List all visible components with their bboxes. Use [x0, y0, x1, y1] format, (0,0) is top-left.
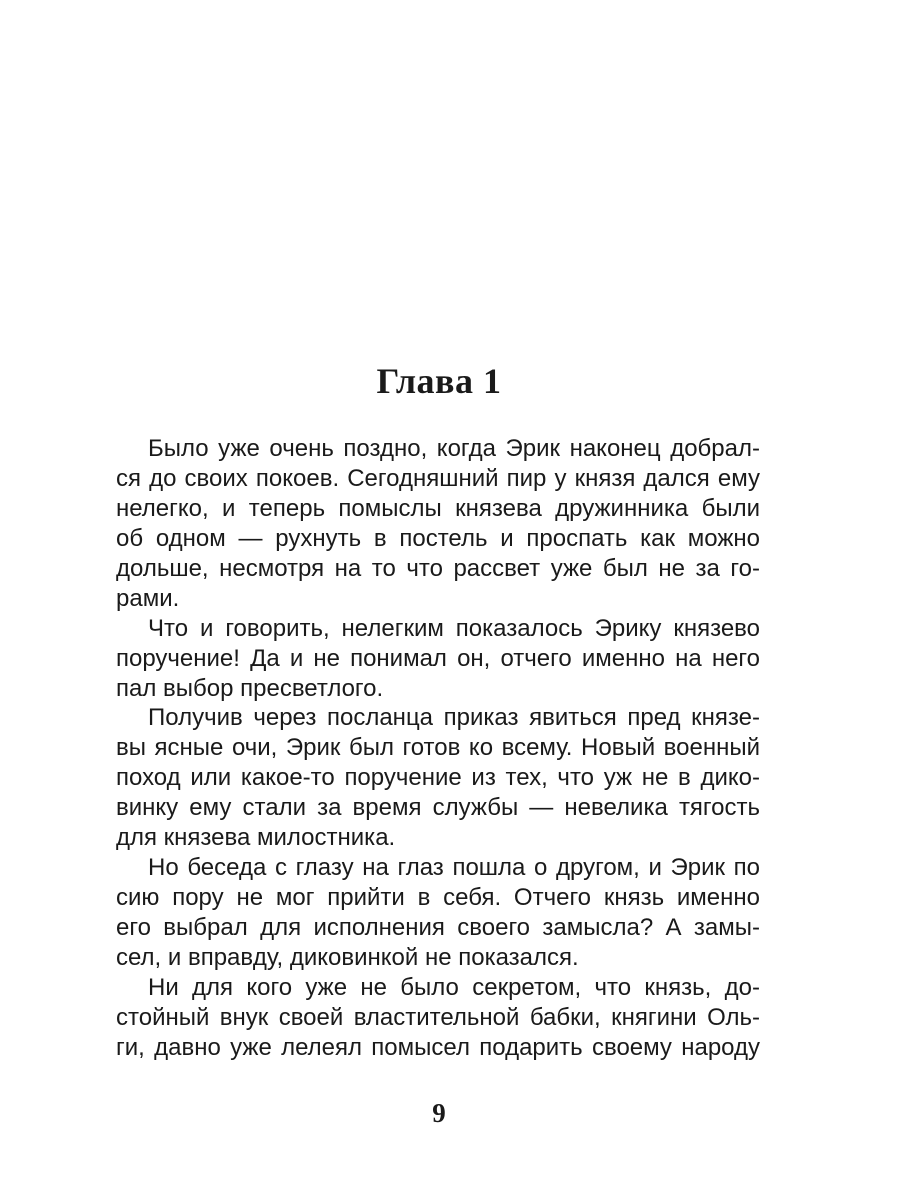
text-line: для князева милостника.	[116, 824, 396, 852]
text-line: вы ясные очи, Эрик был готов ко всему. Новый военный	[116, 734, 760, 762]
chapter-title: Глава 1	[376, 361, 502, 402]
text-line: ся до своих покоев. Сегодняшний пир у князя дался ему	[116, 464, 760, 492]
text-line: нелегко, и теперь помыслы князева дружинника были	[116, 494, 760, 522]
text-line: поручение! Да и не понимал он, отчего именно на него	[116, 644, 760, 672]
paragraph	[116, 703, 760, 853]
paragraph	[116, 614, 760, 704]
text-line: Было уже очень поздно, когда Эрик наконец добрал-	[148, 435, 760, 462]
text-line: сел, и вправду, диковинкой не показался.	[116, 943, 579, 971]
text-line: Получив через посланца приказ явиться пред князе-	[148, 704, 760, 732]
text-line: Что и говорить, нелегким показалось Эрику князево	[148, 614, 760, 642]
paragraph	[116, 973, 760, 1063]
text-line: Но беседа с глазу на глаз пошла о другом, и Эрик по	[148, 854, 760, 882]
text-line: рами.	[116, 584, 180, 612]
text-line: пал выбор пресветлого.	[116, 674, 384, 702]
body-text	[116, 434, 760, 1063]
text-line: винку ему стали за время службы — невелика тягость	[116, 794, 760, 822]
page-number: 9	[432, 1098, 446, 1128]
text-line: его выбрал для исполнения своего замысла? А замы-	[116, 914, 760, 941]
text-line: дольше, несмотря на то что рассвет уже был не за го-	[116, 554, 760, 582]
text-line: сию пору не мог прийти в себя. Отчего князь именно	[116, 884, 760, 912]
text-line: Ни для кого уже не было секретом, что князь, до-	[148, 973, 760, 1001]
text-line: об одном — рухнуть в постель и проспать как можно	[116, 524, 760, 552]
paragraph	[116, 853, 760, 973]
text-line: ги, давно уже лелеял помысел подарить своему народу	[116, 1033, 760, 1061]
text-line: поход или какое-то поручение из тех, что уж не в дико-	[116, 764, 760, 792]
text-line: стойный внук своей властительной бабки, княгини Оль-	[116, 1003, 760, 1031]
paragraph	[116, 434, 760, 614]
